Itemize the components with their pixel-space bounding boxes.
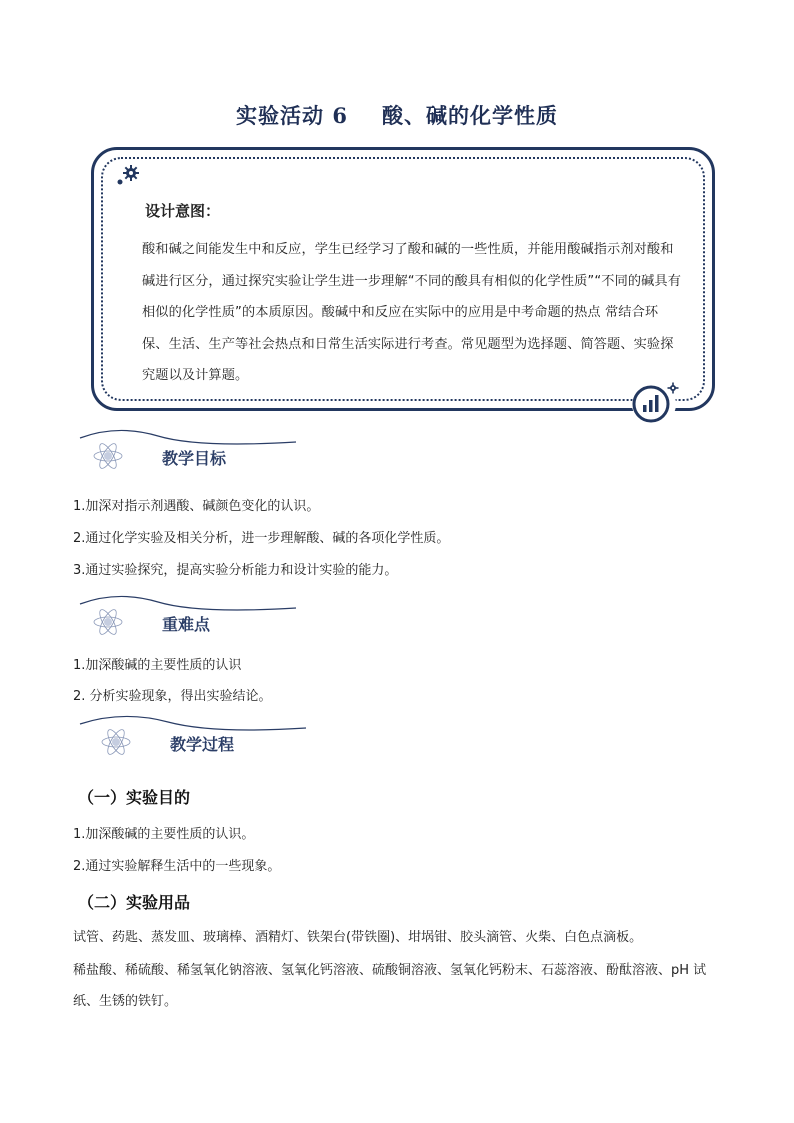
goal-item-2: 2.通过化学实验及相关分析，进一步理解酸、碱的各项化学性质。 <box>73 531 450 546</box>
design-intent-text: 酸和碱之间能发生中和反应，学生已经学习了酸和碱的一些性质，并能用酸碱指示剂对酸和碱进行区分，通过探究实验让学生进一步理解“不同的酸具有相似的化学性质”“不同的碱具有相似的化学性质”的本质原因。酸碱中和反应在实际中的应用是中考命题的热点 常结合环保、生活、生产等社会热点和日常生活实际进行考查。常见题型为选择题、简答题、实验探究题以及计算题。 <box>142 242 682 383</box>
goal-item-1: 1.加深对指示剂遇酸、碱颜色变化的认识。 <box>73 499 320 514</box>
design-intent-box <box>91 147 715 411</box>
design-intent-heading: 设计意图： <box>145 202 221 220</box>
materials-line-1: 试管、药匙、蒸发皿、玻璃棒、酒精灯、铁架台(带铁圈)、坩埚钳、胶头滴管、火柴、白色点滴板。 <box>73 930 643 945</box>
section-title-process: 教学过程 <box>170 735 235 754</box>
experiment-materials-heading: （二）实验用品 <box>78 893 191 912</box>
section-header-goals <box>78 426 308 476</box>
bar-chart-icon <box>629 379 679 429</box>
purpose-item-2: 2.通过实验解释生活中的一些现象。 <box>73 859 281 874</box>
purpose-item-1: 1.加深酸碱的主要性质的认识。 <box>73 827 255 842</box>
section-title-key-points: 重难点 <box>162 615 211 634</box>
section-header-process <box>78 712 318 762</box>
section-title-goals: 教学目标 <box>162 449 227 468</box>
page-title <box>0 100 794 130</box>
gear-icon <box>114 162 142 188</box>
experiment-purpose-heading: （一）实验目的 <box>78 788 191 807</box>
materials-line-2: 稀盐酸、稀硫酸、稀氢氧化钠溶液、氢氧化钙溶液、硫酸铜溶液、氢氧化钙粉末、石蕊溶液、酚酞溶液、pH 试纸、生锈的铁钉。 <box>73 963 707 1009</box>
key-point-item-1: 1.加深酸碱的主要性质的认识 <box>73 658 242 673</box>
page-title-part2: 酸、碱的化学性质 <box>381 103 558 128</box>
page-title-part1: 实验活动 6 <box>236 103 348 128</box>
goal-item-3: 3.通过实验探究，提高实验分析能力和设计实验的能力。 <box>73 563 398 578</box>
section-header-key-points <box>78 592 308 642</box>
key-point-item-2: 2. 分析实验现象，得出实验结论。 <box>73 689 272 704</box>
